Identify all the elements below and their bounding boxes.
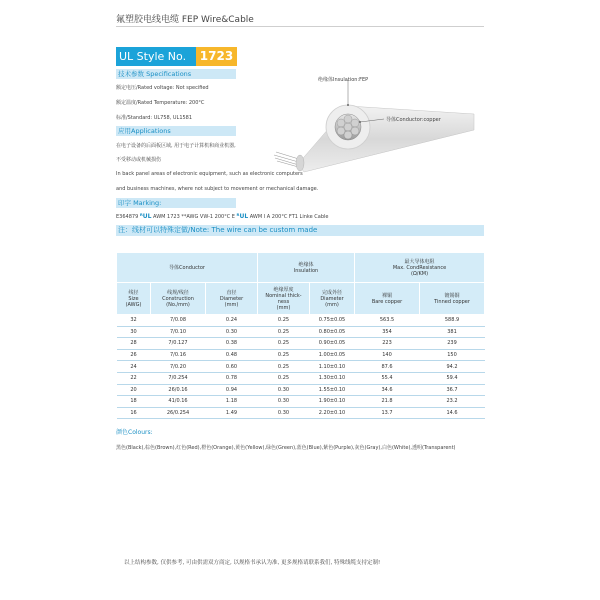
conductor-callout: 导体Conductor:copper xyxy=(386,117,441,123)
ul-logo-icon: ᴿUL xyxy=(139,213,152,220)
bare-copper-header-en: Bare copper xyxy=(371,299,403,305)
diameter-header-en: Diameter xyxy=(219,296,244,302)
outer-diameter-cell: 0.75±0.05 xyxy=(310,315,355,327)
outer-diameter-cell: 0.80±0.05 xyxy=(310,326,355,338)
size-cell: 32 xyxy=(117,315,151,327)
tinned-copper-cell: 94.2 xyxy=(420,361,485,373)
construction-column-header xyxy=(151,283,206,315)
thickness-cell: 0.25 xyxy=(258,361,310,373)
diameter-cell: 1.49 xyxy=(206,407,258,419)
tinned-copper-header-en: Tinned copper xyxy=(434,299,470,305)
diameter-cell: 0.24 xyxy=(206,315,258,327)
outer-diameter-header-unit: (mm) xyxy=(325,302,339,308)
bare-copper-column-header xyxy=(355,283,420,315)
marking-awm-part-1: AWM 1723 **AWG VW-1 200°C E xyxy=(153,214,235,220)
table-row xyxy=(117,384,485,396)
marking-awm-part-2: AWM I A 200°C FT1 Linke Cable xyxy=(249,214,329,220)
insulation-group-label-cn: 绝缘体 xyxy=(298,262,314,268)
table-row xyxy=(117,372,485,384)
bare-copper-cell: 13.7 xyxy=(355,407,420,419)
bare-copper-cell: 21.8 xyxy=(355,396,420,408)
specification-table xyxy=(116,252,485,419)
bare-copper-cell: 223 xyxy=(355,338,420,350)
specifications-heading: 技术参数 Specifications xyxy=(116,69,236,79)
table-row xyxy=(117,338,485,350)
size-cell: 28 xyxy=(117,338,151,350)
bare-copper-cell: 140 xyxy=(355,349,420,361)
tinned-copper-cell: 14.6 xyxy=(420,407,485,419)
bare-copper-cell: 354 xyxy=(355,326,420,338)
construction-cell: 26/0.16 xyxy=(151,384,206,396)
construction-cell: 41/0.16 xyxy=(151,396,206,408)
tinned-copper-cell: 36.7 xyxy=(420,384,485,396)
insulation-group-label-en: Insulation xyxy=(293,268,319,274)
document-header-title: 氟塑胶电线电缆 FEP Wire&Cable xyxy=(116,15,254,25)
table-row xyxy=(117,349,485,361)
thickness-header-en-2: ness xyxy=(277,299,290,305)
thickness-header-cn: 绝缘厚度 xyxy=(273,287,294,293)
conductor-group-label: 导体Conductor xyxy=(169,265,205,271)
marking-file-number: E364879 xyxy=(116,214,139,220)
construction-header-unit: (No./mm) xyxy=(166,302,190,308)
rated-voltage: 额定电压/Rated voltage: Not specified xyxy=(116,85,209,91)
size-cell: 18 xyxy=(117,396,151,408)
diameter-column-header xyxy=(206,283,258,315)
outer-diameter-cell: 1.30±0.10 xyxy=(310,372,355,384)
nominal-thickness-column-header xyxy=(258,283,310,315)
bare-copper-cell: 87.6 xyxy=(355,361,420,373)
outer-diameter-column-header xyxy=(310,283,355,315)
outer-diameter-cell: 1.90±0.10 xyxy=(310,396,355,408)
tinned-copper-cell: 150 xyxy=(420,349,485,361)
size-column-header xyxy=(117,283,151,315)
outer-diameter-cell: 0.90±0.05 xyxy=(310,338,355,350)
thickness-cell: 0.25 xyxy=(258,315,310,327)
thickness-cell: 0.25 xyxy=(258,372,310,384)
construction-header-en: Construction xyxy=(162,296,194,302)
applications-line-2: 不受移动或机械损伤 xyxy=(116,157,162,163)
resistance-group-unit: (Ω/KM) xyxy=(411,271,429,277)
size-cell: 16 xyxy=(117,407,151,419)
construction-cell: 7/0.10 xyxy=(151,326,206,338)
outer-diameter-header-cn: 完成外径 xyxy=(322,290,343,296)
colours-list: 黑色(Black),棕色(Brown),红色(Red),橙色(Orange),黄色(Yellow),绿色(Green),蓝色(Blue),紫色(Purple),灰色(Gray),白色(White),透明(Transparent) xyxy=(116,445,456,451)
table-row xyxy=(117,315,485,327)
resistance-group-label-en: Max. CondResistance xyxy=(392,265,447,271)
tinned-copper-cell: 588.9 xyxy=(420,315,485,327)
tinned-copper-cell: 59.4 xyxy=(420,372,485,384)
insulation-callout: 绝缘体Insulation:FEP xyxy=(318,77,369,83)
footer-note: 以上结构参数, 仅供参考, 可由供需双方商定, 以规格书承认为准, 更多规格请联系我们, 特殊线缆支持定制! xyxy=(124,560,381,566)
diameter-cell: 0.38 xyxy=(206,338,258,350)
outer-diameter-cell: 1.55±0.10 xyxy=(310,384,355,396)
outer-diameter-cell: 2.20±0.10 xyxy=(310,407,355,419)
diameter-header-cn: 直径 xyxy=(226,290,237,296)
thickness-cell: 0.30 xyxy=(258,384,310,396)
size-cell: 22 xyxy=(117,372,151,384)
thickness-cell: 0.25 xyxy=(258,326,310,338)
thickness-cell: 0.25 xyxy=(258,338,310,350)
ul-style-number: 1723 xyxy=(196,47,237,66)
size-header-cn: 线径 xyxy=(128,290,139,296)
outer-diameter-header-en: Diameter xyxy=(320,296,344,302)
custom-made-note: 注：线材可以特殊定做/Note: The wire can be custom made xyxy=(116,225,484,236)
size-header-en: Size xyxy=(128,296,139,302)
table-row xyxy=(117,407,485,419)
bare-copper-cell: 34.6 xyxy=(355,384,420,396)
thickness-cell: 0.30 xyxy=(258,396,310,408)
outer-diameter-cell: 1.00±0.05 xyxy=(310,349,355,361)
standard: 标准/Standard: UL758, UL1581 xyxy=(116,115,193,121)
insulation-group-header xyxy=(258,253,355,283)
construction-cell: 7/0.20 xyxy=(151,361,206,373)
resistance-group-header xyxy=(355,253,485,283)
ul-logo-icon: ᴿUL xyxy=(236,213,249,220)
diameter-cell: 0.30 xyxy=(206,326,258,338)
thickness-cell: 0.30 xyxy=(258,407,310,419)
tinned-copper-cell: 381 xyxy=(420,326,485,338)
size-cell: 26 xyxy=(117,349,151,361)
tinned-copper-header-cn: 镀锡铜 xyxy=(444,293,460,299)
diameter-header-unit: (mm) xyxy=(224,302,239,308)
bare-copper-cell: 563.5 xyxy=(355,315,420,327)
construction-cell: 26/0.254 xyxy=(151,407,206,419)
construction-header-cn: 线规/线径 xyxy=(167,290,189,296)
tinned-copper-cell: 23.2 xyxy=(420,396,485,408)
header-divider xyxy=(116,26,484,27)
wire-cross-section-illustration xyxy=(268,74,484,174)
tinned-copper-cell: 239 xyxy=(420,338,485,350)
diameter-cell: 0.94 xyxy=(206,384,258,396)
marking-heading: 印字 Marking: xyxy=(116,198,236,208)
tinned-copper-column-header xyxy=(420,283,485,315)
diameter-cell: 1.18 xyxy=(206,396,258,408)
applications-line-3: In back panel areas of electronic equipment, such as electronic computers xyxy=(116,171,303,177)
construction-cell: 7/0.127 xyxy=(151,338,206,350)
applications-line-1: 在电子设备的后面板区域, 用于电子计算机和商业机器, xyxy=(116,143,236,149)
outer-diameter-cell: 1.10±0.10 xyxy=(310,361,355,373)
size-header-unit: (AWG) xyxy=(125,302,142,308)
applications-line-4: and business machines, where not subject to movement or mechanical damage. xyxy=(116,186,319,192)
diameter-cell: 0.60 xyxy=(206,361,258,373)
thickness-header-unit: (mm) xyxy=(276,305,291,311)
conductor-group-header xyxy=(117,253,258,283)
table-row xyxy=(117,396,485,408)
diameter-cell: 0.48 xyxy=(206,349,258,361)
size-cell: 20 xyxy=(117,384,151,396)
construction-cell: 7/0.254 xyxy=(151,372,206,384)
bare-copper-header-cn: 裸铜 xyxy=(382,293,393,299)
applications-heading: 应用Applications xyxy=(116,126,236,136)
colours-heading: 颜色Colours: xyxy=(116,429,153,436)
table-row xyxy=(117,361,485,373)
construction-cell: 7/0.08 xyxy=(151,315,206,327)
resistance-group-label-cn: 最大导体电阻 xyxy=(404,259,435,265)
marking-text xyxy=(116,213,328,220)
size-cell: 24 xyxy=(117,361,151,373)
construction-cell: 7/0.16 xyxy=(151,349,206,361)
ul-style-label: UL Style No. xyxy=(116,47,196,66)
table-row xyxy=(117,326,485,338)
bare-copper-cell: 55.4 xyxy=(355,372,420,384)
thickness-header-en-1: Nominal thick- xyxy=(265,293,302,299)
title-banner xyxy=(116,47,237,66)
rated-temperature: 额定温度/Rated Temperature: 200°C xyxy=(116,100,205,106)
diameter-cell: 0.78 xyxy=(206,372,258,384)
size-cell: 30 xyxy=(117,326,151,338)
thickness-cell: 0.25 xyxy=(258,349,310,361)
specification-table-body xyxy=(117,315,485,419)
